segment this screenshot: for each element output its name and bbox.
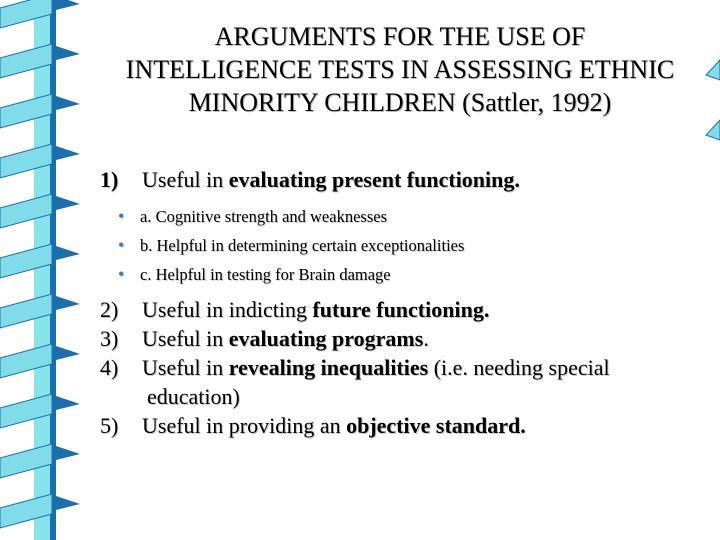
- item-text: Useful in: [142, 167, 229, 192]
- bullet-icon: •: [118, 264, 125, 284]
- item-emphasis: future functioning.: [312, 297, 490, 322]
- sub-item-text: b. Helpful in determining certain exceptionalities: [140, 236, 465, 255]
- left-decorative-border: [0, 0, 90, 540]
- item-emphasis: evaluating present functioning.: [228, 167, 520, 192]
- list-item-3: [100, 324, 715, 353]
- item-number: 4): [100, 355, 119, 380]
- list-item-2: [100, 295, 715, 324]
- item-emphasis: evaluating programs: [228, 326, 424, 351]
- slide-title: [85, 20, 715, 119]
- item-text: Useful in: [142, 326, 229, 351]
- item-text-tail: .: [423, 326, 429, 351]
- bullet-icon: •: [118, 235, 125, 255]
- sub-list: [118, 202, 715, 289]
- item-emphasis: revealing inequalities: [228, 355, 429, 380]
- item-text: Useful in providing an: [142, 413, 347, 438]
- sub-item-text: a. Cognitive strength and weaknesses: [140, 207, 387, 226]
- item-emphasis: objective standard.: [346, 413, 526, 438]
- bullet-icon: •: [118, 206, 125, 226]
- item-number: 5): [100, 413, 119, 438]
- sub-item-text: c. Helpful in testing for Brain damage: [140, 265, 391, 284]
- title-line-1: ARGUMENTS FOR THE USE OF: [214, 22, 586, 51]
- item-number: 1): [100, 167, 119, 192]
- list-item-5: [100, 411, 715, 440]
- item-continuation: education): [147, 384, 240, 409]
- list-item-4: [100, 353, 715, 411]
- item-text-tail: (i.e. needing special: [428, 355, 610, 380]
- sub-item-a: [118, 202, 715, 231]
- slide-content: [100, 165, 715, 440]
- title-line-3: MINORITY CHILDREN (Sattler, 1992): [188, 88, 612, 117]
- item-text: Useful in indicting: [142, 297, 313, 322]
- sub-item-b: [118, 231, 715, 260]
- sub-item-c: [118, 260, 715, 289]
- item-number: 2): [100, 297, 119, 322]
- item-number: 3): [100, 326, 119, 351]
- item-text: Useful in: [142, 355, 229, 380]
- title-line-2: INTELLIGENCE TESTS IN ASSESSING ETHNIC: [125, 55, 675, 84]
- list-item-1: [100, 165, 715, 194]
